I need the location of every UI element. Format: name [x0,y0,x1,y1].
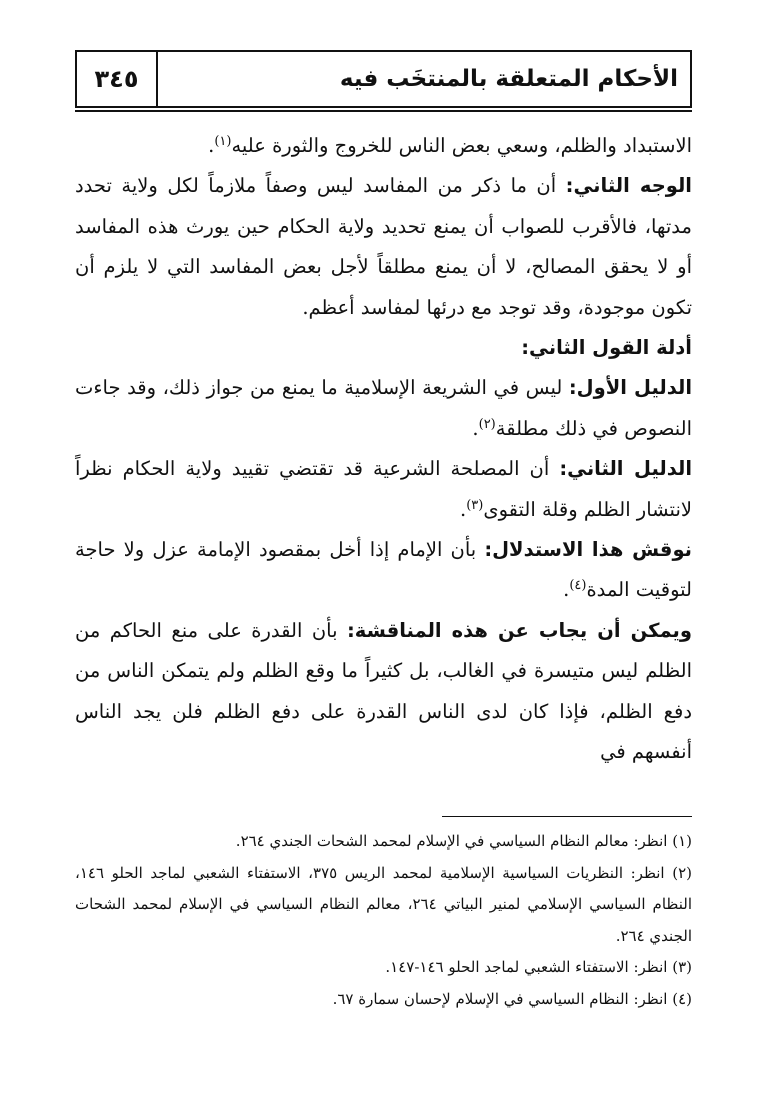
footnote-2: (٢) انظر: النظريات السياسية الإسلامية لمحمد الريس ٣٧٥، الاستفتاء الشعبي لماجد الحلو ١٤٦، النظام السياسي الإسلامي لمنير البياتي ٢٦٤، معالم النظام السياسي في الإسلام لمحمد الشحات الجندي ٢٦٤. [75,863,692,945]
footnote-ref-2: (٢) [478,416,496,432]
paragraph-2 [75,166,692,328]
paragraph-4 [75,449,692,530]
lead-term: ويمكن أن يجاب عن هذه المناقشة: [347,618,693,642]
footnote-3: (٣) انظر: الاستفتاء الشعبي لماجد الحلو ١٤٦-١٤٧. [385,958,692,976]
paragraph-text: أن ما ذكر من المفاسد ليس وصفاً ملازماً لكل ولاية تحدد مدتها، فالأقرب للصواب أن يمنع تحديد ولاية الحكام حين يورث هذه المفاسد أو لا يحقق المصالح، لا أن يمنع مطلقاً لأجل بعض المفاسد التي لا يلزم أن تكون موجودة، وقد توجد مع درئها لمفاسد أعظم. [75,174,692,319]
lead-term: نوقش هذا الاستدلال: [484,538,692,562]
page-number: ٣٤٥ [94,65,139,93]
lead-term: الدليل الأول: [568,376,693,400]
paragraph-text: ليس في الشريعة الإسلامية ما يمنع من جواز ذلك، وقد جاءت النصوص في ذلك مطلقة [75,376,692,440]
paragraph-end: . [472,416,479,440]
paragraph-end: . [208,134,215,157]
main-text [75,126,692,773]
footnote-ref-4: (٤) [569,578,587,594]
footnote-1: (١) انظر: معالم النظام السياسي في الإسلام لمحمد الشحات الجندي ٢٦٤. [235,832,692,850]
paragraph-1 [75,126,692,166]
paragraph-3 [75,368,692,449]
footnote-4: (٤) انظر: النظام السياسي في الإسلام لإحسان سمارة ٦٧. [332,989,692,1008]
paragraph-text: الاستبداد والظلم، وسعي بعض الناس للخروج والثورة عليه [231,134,692,157]
footnote-ref-3: (٣) [466,497,484,513]
footnotes [75,826,692,1015]
footnote-ref-1: (١) [214,133,232,149]
page-header [75,50,692,108]
paragraph-5 [75,530,692,611]
lead-term: الدليل الثاني: [559,457,693,481]
lead-term: الوجه الثاني: [565,174,692,198]
paragraph-end: . [563,578,570,602]
running-title: الأحكام المتعلقة بالمنتخَب فيه [339,66,678,92]
paragraph-text: بأن القدرة على منع الحاكم من الظلم ليس متيسرة في الغالب، بل كثيراً ما وقع الظلم ولم يتمكن الناس من دفع الظلم، فإذا كان لدى الناس القدرة على دفع الظلم فلن يجد الناس أنفسهم في [75,618,692,764]
page-number-box [77,52,158,106]
paragraph-text: أن المصلحة الشرعية قد تقتضي تقييد ولاية الحكام نظراً لانتشار الظلم وقلة التقوى [75,457,692,521]
paragraph-end: . [459,497,467,521]
footnote-separator [442,816,692,817]
paragraph-text: بأن الإمام إذا أخل بمقصود الإمامة عزل ولا حاجة لتوقيت المدة [75,538,692,602]
section-heading: أدلة القول الثاني: [521,336,692,360]
paragraph-6 [75,611,692,773]
